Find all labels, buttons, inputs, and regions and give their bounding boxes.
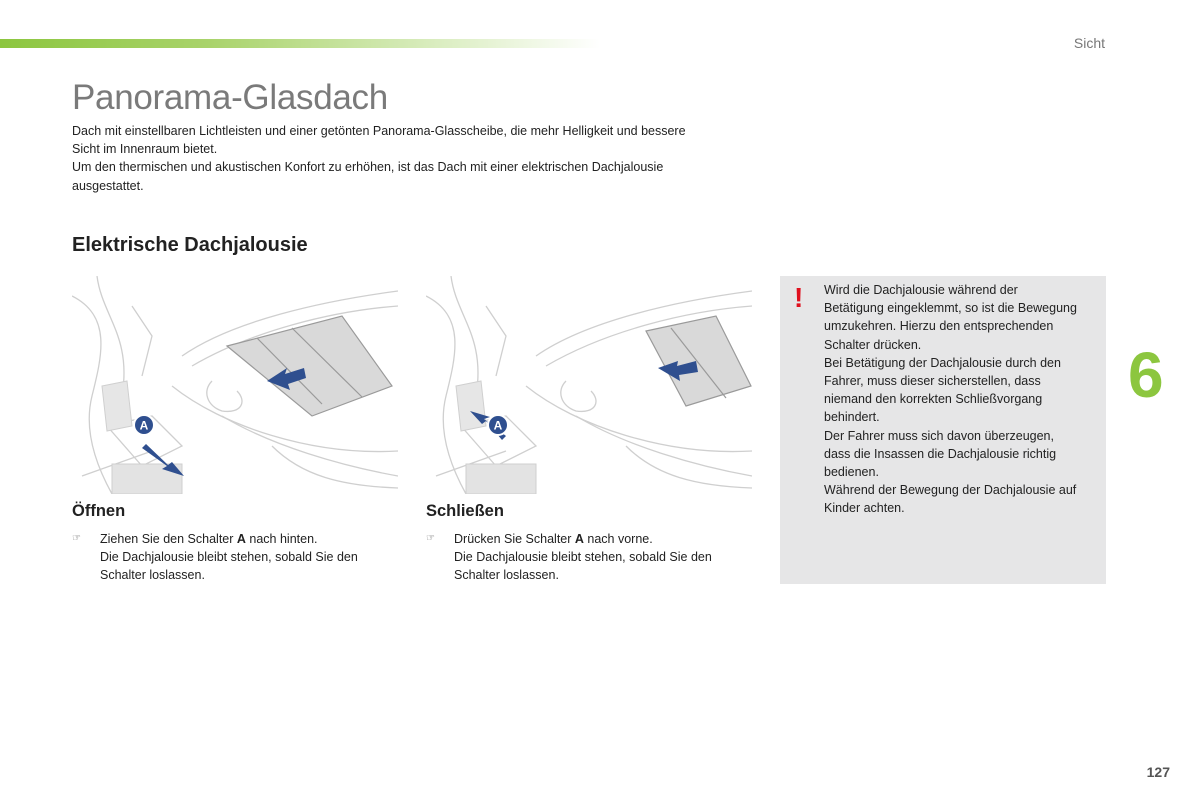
warning-line: Wird die Dachjalousie während der [824,283,1018,297]
switch-a-label: A [139,418,149,433]
close-line-post: nach vorne. [583,532,653,546]
warning-text [824,281,1100,518]
switch-a-label: A [493,418,503,433]
warning-line: umzukehren. Hierzu den entsprechenden [824,319,1054,334]
section-subtitle: Elektrische Dachjalousie [72,234,308,256]
warning-line: dass die Insassen die Dachjalousie richtig [824,446,1057,461]
warning-line: Der Fahrer muss sich davon überzeugen, [824,428,1054,443]
pointing-hand-icon: ☞ [426,533,435,544]
warning-line: Betätigung eingeklemmt, so ist die Bewegung [824,301,1077,316]
chapter-number: 6 [1128,339,1164,411]
close-line: Die Dachjalousie bleibt stehen, sobald Sie den [454,550,712,565]
close-instructions [426,530,726,585]
illustration-close [426,276,752,494]
warning-line: Bei Betätigung der Dachjalousie durch den [824,355,1061,370]
intro-line: ausgestattet. [72,178,144,193]
warning-icon: ! [794,282,804,313]
header-accent-bar [0,39,600,48]
page-title: Panorama-Glasdach [72,78,388,117]
close-line-pre: Drücken Sie Schalter [454,532,575,546]
warning-line: behindert. [824,410,880,425]
warning-line: Kinder achten. [824,501,905,516]
section-label: Sicht [1073,35,1105,51]
warning-line: bedienen. [824,465,879,480]
open-line: Die Dachjalousie bleibt stehen, sobald Sie den [100,550,358,565]
warning-line: Fahrer, muss dieser sicherstellen, dass [824,374,1041,389]
intro-line: Um den thermischen und akustischen Konfort zu erhöhen, ist das Dach mit einer elektrischen Dachjalousie [72,160,664,175]
close-heading: Schließen [426,502,504,520]
intro-line: Sicht im Innenraum bietet. [72,142,218,157]
open-text [100,530,372,585]
close-text [454,530,726,585]
close-line: Schalter loslassen. [454,568,559,583]
warning-line: Während der Bewegung der Dachjalousie auf [824,483,1077,498]
pointing-hand-icon: ☞ [72,533,81,544]
warning-box [780,276,1106,584]
open-line-post: nach hinten. [245,532,318,546]
warning-line: niemand den korrekten Schließvorgang [824,392,1043,407]
open-heading: Öffnen [72,502,126,520]
intro-paragraph [72,122,752,195]
switch-name: A [236,532,246,546]
warning-line: Schalter drücken. [824,337,922,352]
page-number: 127 [1146,764,1170,780]
open-line-pre: Ziehen Sie den Schalter [100,532,237,546]
open-instructions [72,530,372,585]
illustration-open [72,276,398,494]
open-line: Schalter loslassen. [100,568,205,583]
switch-name: A [574,532,584,546]
intro-line: Dach mit einstellbaren Lichtleisten und einer getönten Panorama-Glasscheibe, die mehr Helligkeit und bessere [72,124,686,138]
